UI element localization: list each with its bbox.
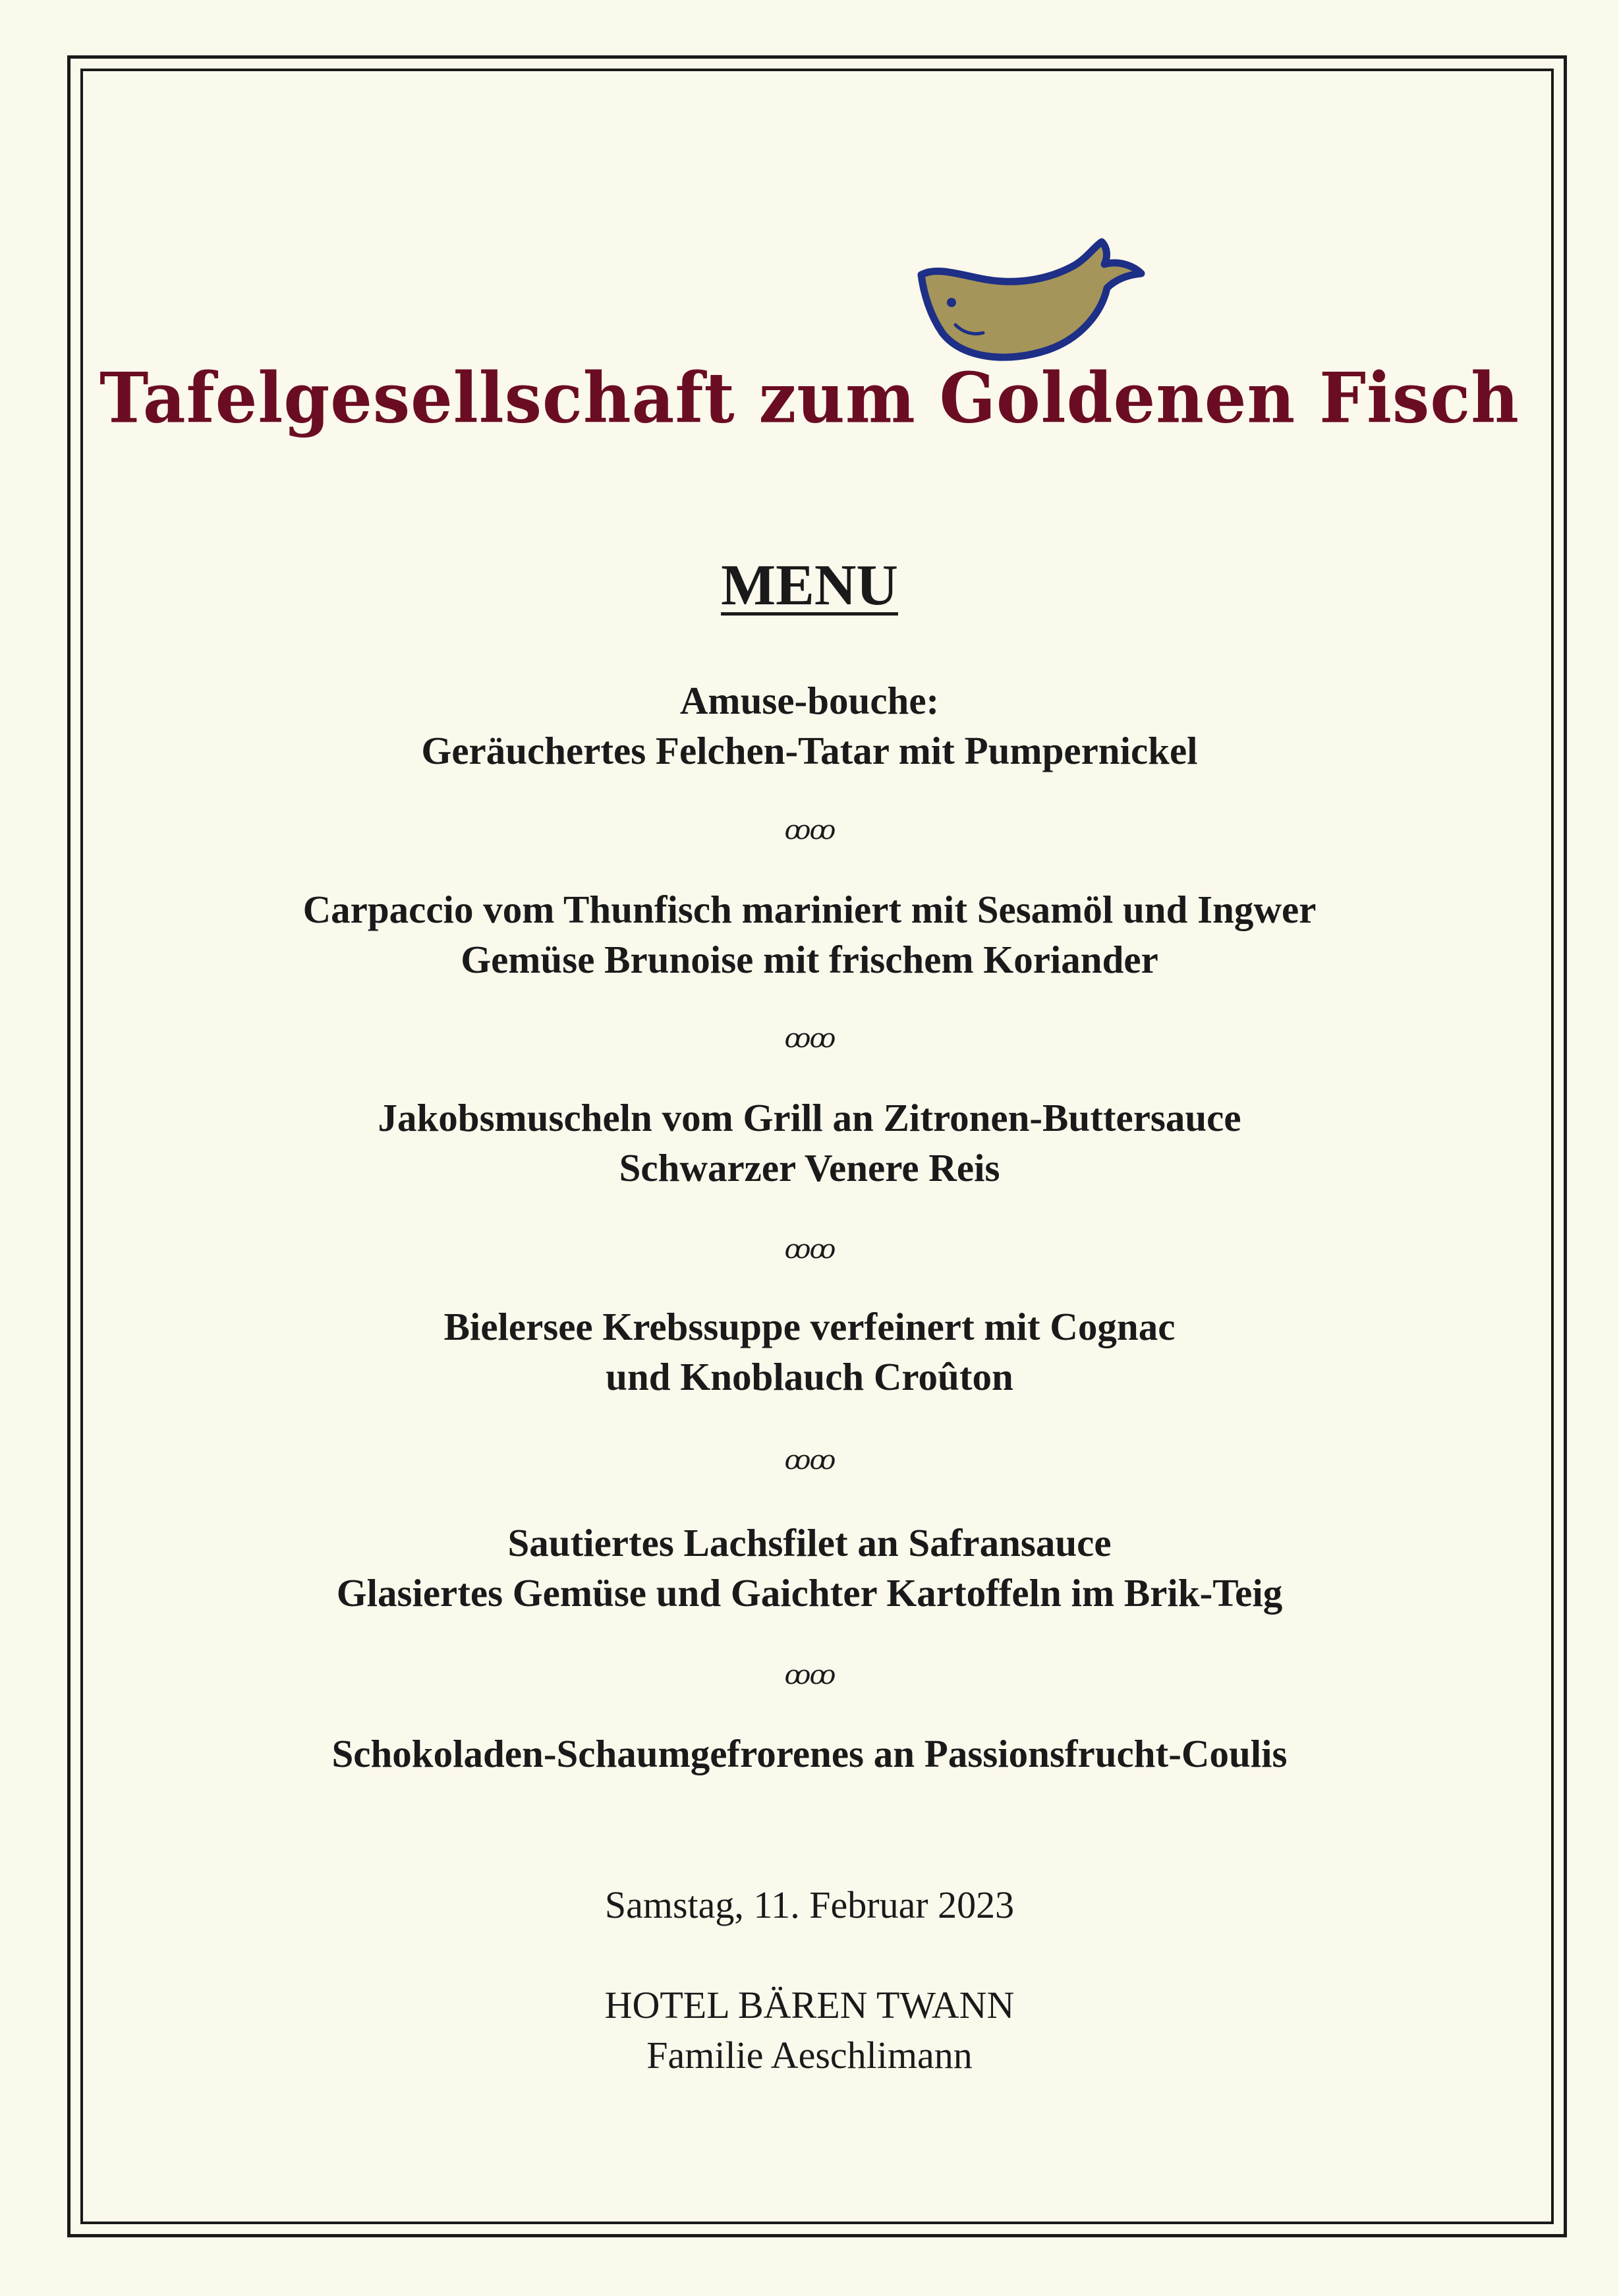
course-line: Glasiertes Gemüse und Gaichter Kartoffeln im Brik-Teig — [336, 1571, 1283, 1615]
event-date: Samstag, 11. Februar 2023 — [604, 1883, 1015, 1926]
course-line: Bielersee Krebssuppe verfeinert mit Cognac — [443, 1305, 1176, 1348]
venue-name: HOTEL BÄREN TWANN — [604, 1984, 1015, 2026]
course-line: Gemüse Brunoise mit frischem Koriander — [461, 938, 1158, 981]
ornament-divider: ꝏꝏ — [784, 815, 835, 845]
course-jakobsmuscheln — [0, 1093, 1619, 1193]
course-krebssuppe — [0, 1302, 1619, 1402]
course-carpaccio — [0, 884, 1619, 985]
course-line: Schokoladen-Schaumgefrorenes an Passionsfrucht-Coulis — [331, 1732, 1288, 1775]
course-amuse-bouche — [0, 675, 1619, 776]
course-lachsfilet — [0, 1518, 1619, 1618]
menu-heading: MENU — [721, 554, 898, 617]
course-dessert — [0, 1729, 1619, 1779]
course-line: Sautiertes Lachsfilet an Safransauce — [507, 1521, 1112, 1564]
ornament-divider: ꝏꝏ — [784, 1023, 835, 1053]
ornament-divider: ꝏꝏ — [784, 1234, 835, 1264]
ornament-divider: ꝏꝏ — [784, 1445, 835, 1475]
venue-host: Familie Aeschlimann — [646, 2034, 973, 2077]
ornament-divider: ꝏꝏ — [784, 1660, 835, 1690]
course-line: Amuse-bouche: — [679, 679, 940, 722]
venue-block — [0, 1980, 1619, 2081]
course-line: Carpaccio vom Thunfisch mariniert mit Sesamöl und Ingwer — [302, 888, 1317, 931]
golden-fish-logo-icon — [909, 234, 1147, 366]
course-line: Jakobsmuscheln vom Grill an Zitronen-Buttersauce — [378, 1096, 1241, 1139]
course-line: und Knoblauch Croûton — [606, 1355, 1013, 1398]
society-title: Tafelgesellschaft zum Goldenen Fisch — [99, 357, 1520, 439]
course-line: Schwarzer Venere Reis — [619, 1146, 1000, 1190]
course-line: Geräuchertes Felchen-Tatar mit Pumpernickel — [421, 729, 1198, 772]
